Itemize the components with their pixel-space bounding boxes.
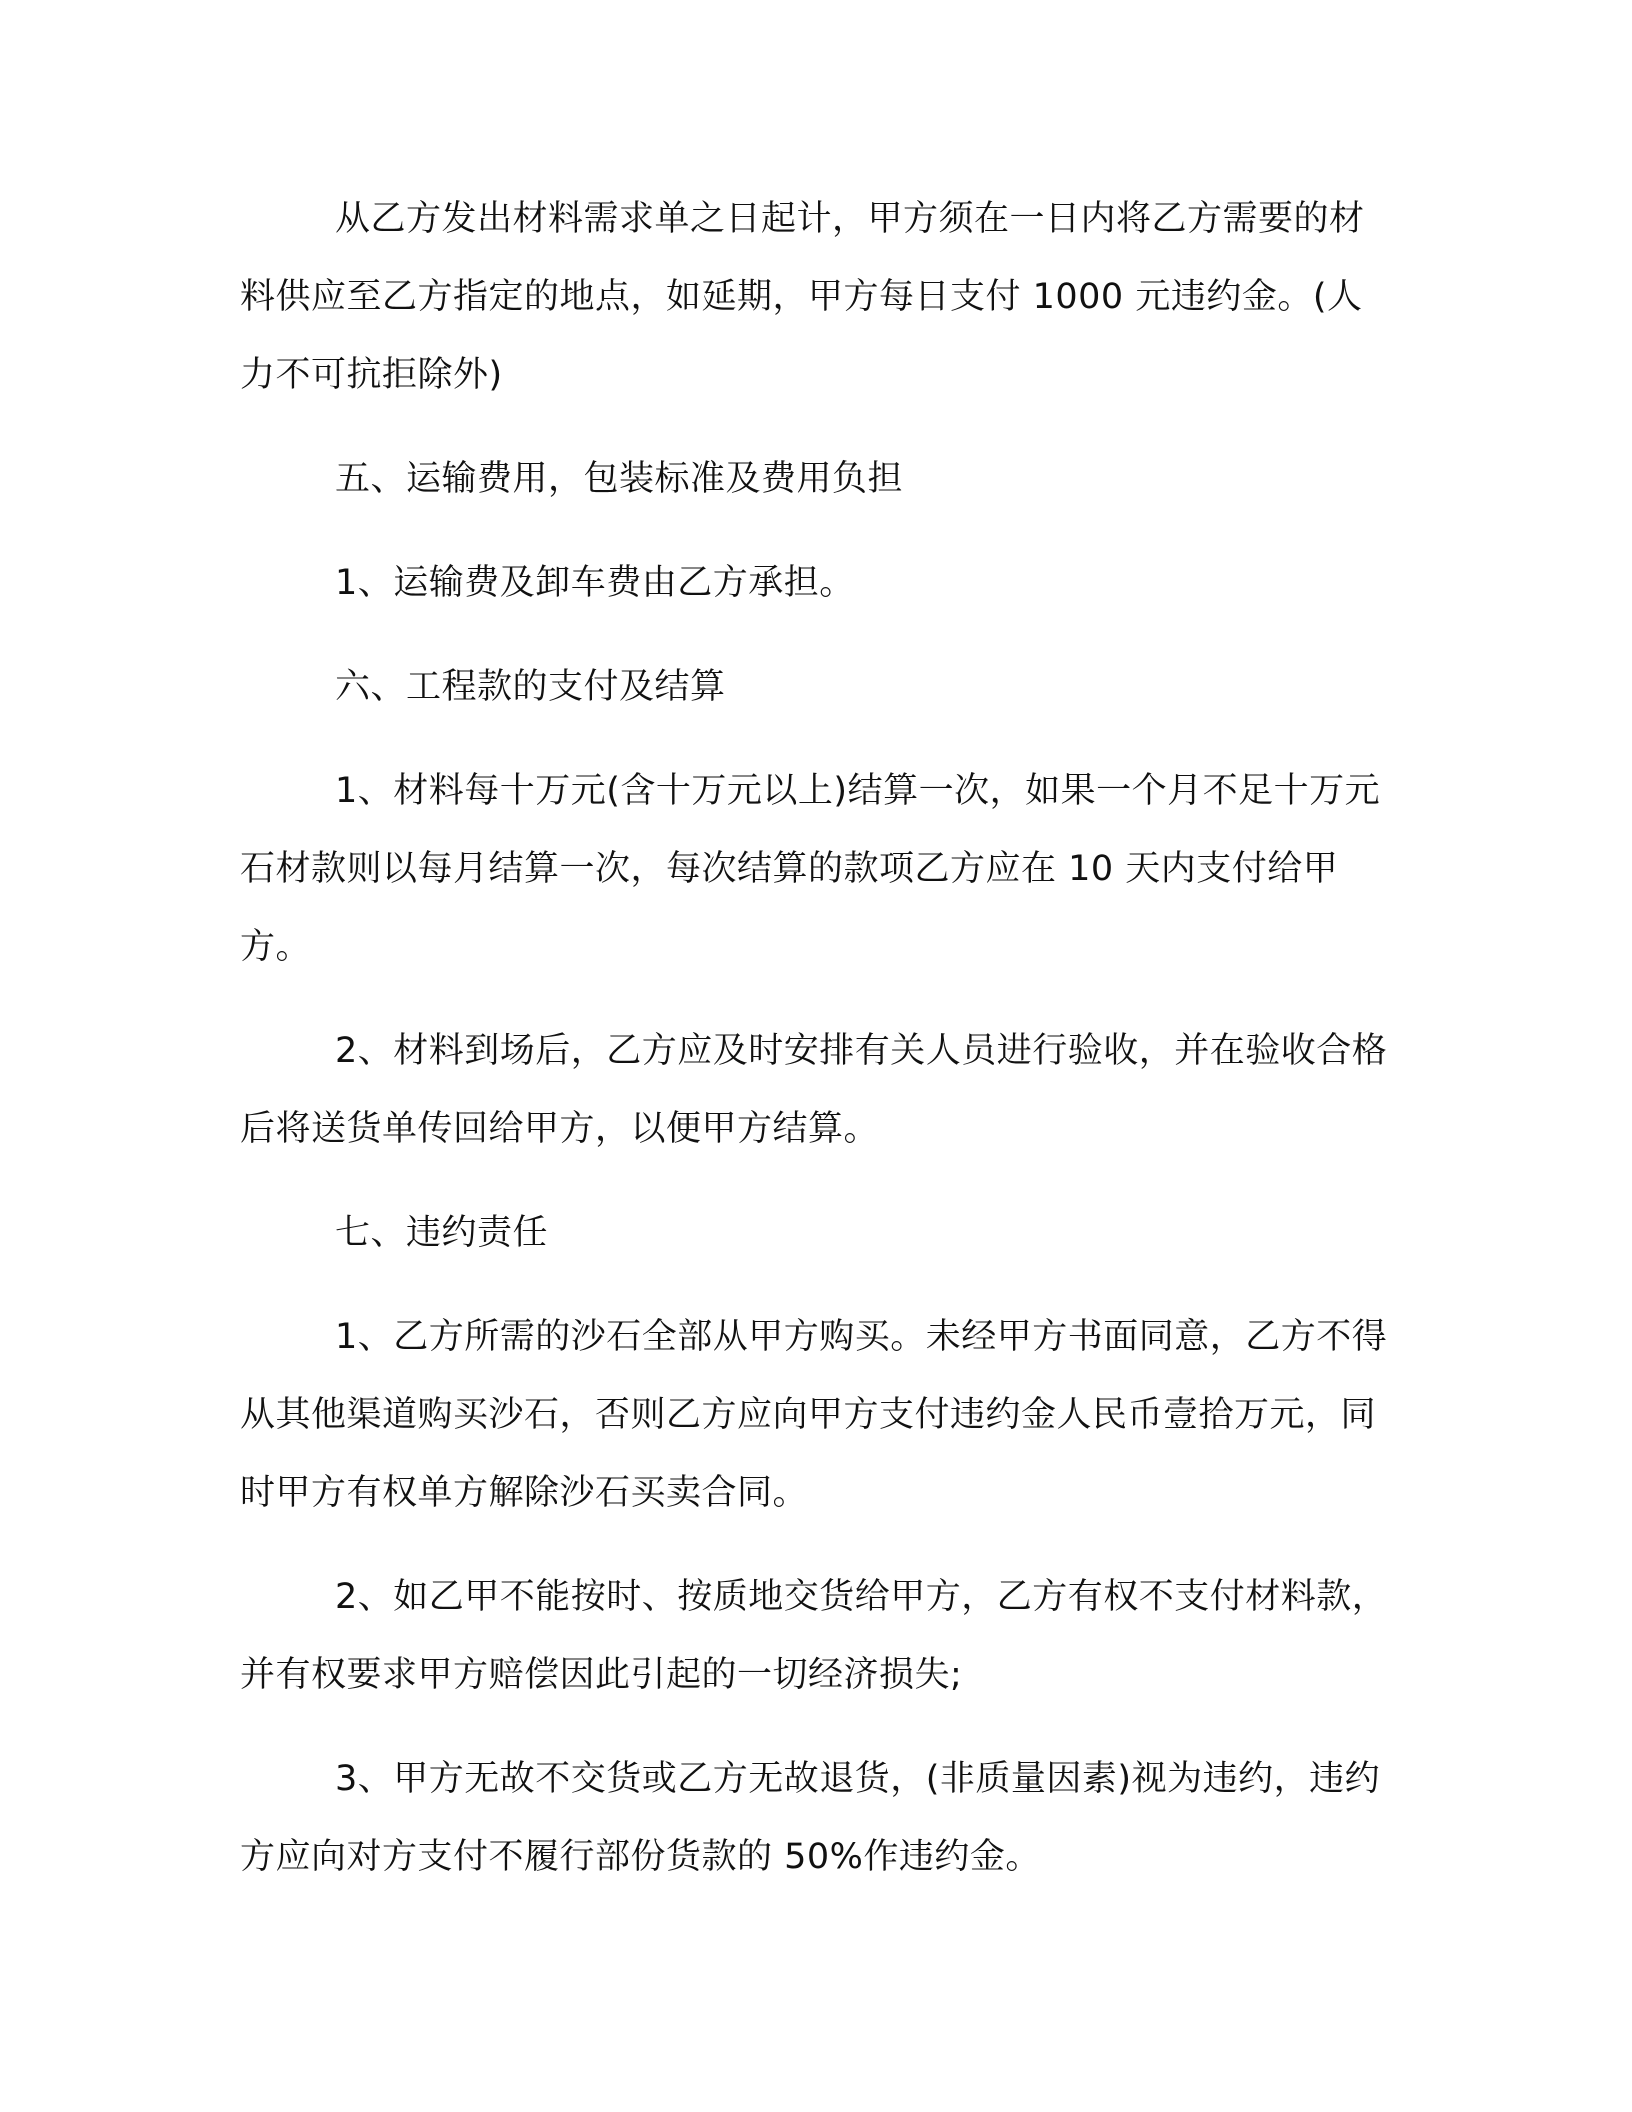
section-heading-liability: 七、违约责任 [335,1213,549,1253]
document-body [240,180,1390,1922]
paragraph-liability-2: 2、如乙甲不能按时、按质地交货给甲方，乙方有权不支付材料款，并有权要求甲方赔偿因此引起的一切经济损失; [240,1577,1388,1695]
section-heading-payment: 六、工程款的支付及结算 [335,667,726,707]
paragraph-payment-settlement: 1、材料每十万元(含十万元以上)结算一次，如果一个月不足十万元石材款则以每月结算一次，每次结算的款项乙方应在 10 天内支付给甲方。 [240,771,1381,967]
paragraph-delivery-terms: 从乙方发出材料需求单之日起计，甲方须在一日内将乙方需要的材料供应至乙方指定的地点，如延期，甲方每日支付 1000 元违约金。(人力不可抗拒除外) [240,199,1365,395]
paragraph-liability-1: 1、乙方所需的沙石全部从甲方购买。未经甲方书面同意，乙方不得从其他渠道购买沙石，否则乙方应向甲方支付违约金人民币壹拾万元，同时甲方有权单方解除沙石买卖合同。 [240,1317,1388,1513]
section-heading-transport: 五、运输费用，包装标准及费用负担 [335,459,904,499]
paragraph-transport-cost: 1、运输费及卸车费由乙方承担。 [335,563,855,603]
paragraph-liability-3: 3、甲方无故不交货或乙方无故退货，(非质量因素)视为违约，违约方应向对方支付不履行部份货款的 50%作违约金。 [240,1759,1381,1877]
paragraph-inspection: 2、材料到场后，乙方应及时安排有关人员进行验收，并在验收合格后将送货单传回给甲方，以便甲方结算。 [240,1031,1388,1149]
